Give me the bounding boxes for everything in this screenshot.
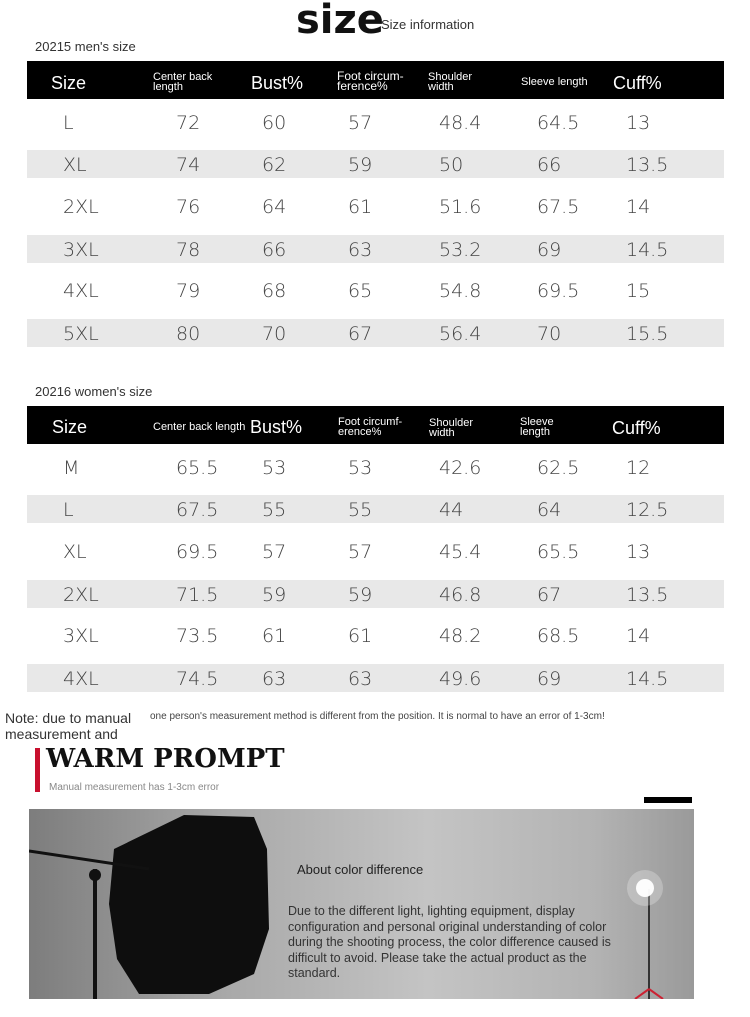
table-cell: 61 xyxy=(262,625,287,647)
men-col-size: Size xyxy=(51,73,87,93)
table-cell: 65.5 xyxy=(176,457,219,479)
note-lead: Note: due to manual measurement and xyxy=(5,710,132,742)
table-cell: 57 xyxy=(348,112,373,134)
men-col-bust: Bust% xyxy=(251,73,304,93)
lamp-halo xyxy=(627,870,663,906)
table-cell: 44 xyxy=(439,499,464,521)
table-cell: 57 xyxy=(262,541,287,563)
table-cell: 14.5 xyxy=(626,239,669,261)
table-cell: 63 xyxy=(348,239,373,261)
page-subtitle: Size information xyxy=(381,17,475,32)
table-cell: 69 xyxy=(537,239,562,261)
table-cell: 72 xyxy=(176,112,201,134)
table-cell: 13.5 xyxy=(626,154,669,176)
table-cell: 74.5 xyxy=(176,668,219,690)
table-cell: 67 xyxy=(348,323,373,345)
table-cell: 80 xyxy=(176,323,201,345)
men-col-cuff: Cuff% xyxy=(613,73,662,93)
table-cell: XL xyxy=(63,541,87,563)
table-cell: 62.5 xyxy=(537,457,580,479)
men-col-center-back: Center back length xyxy=(153,71,213,93)
table-cell: 4XL xyxy=(63,280,99,302)
table-cell: 69.5 xyxy=(176,541,219,563)
table-cell: 64 xyxy=(537,499,562,521)
table-cell: 76 xyxy=(176,196,201,218)
color-difference-title: About color difference xyxy=(297,862,424,877)
table-cell: 53.2 xyxy=(439,239,482,261)
table-cell: 65 xyxy=(348,280,373,302)
table-cell: 63 xyxy=(262,668,287,690)
table-cell: 67.5 xyxy=(176,499,219,521)
table-cell: 56.4 xyxy=(439,323,482,345)
women-section-label: 20216 women's size xyxy=(35,384,153,399)
table-cell: 46.8 xyxy=(439,584,482,606)
table-cell: 68.5 xyxy=(537,625,580,647)
table-row xyxy=(27,276,724,304)
table-cell: 60 xyxy=(262,112,287,134)
table-cell: 12 xyxy=(626,457,651,479)
men-section-label: 20215 men's size xyxy=(35,39,136,54)
women-col-shoulder: Shoulder width xyxy=(429,417,474,439)
warm-prompt-subtitle: Manual measurement has 1-3cm error xyxy=(49,782,220,793)
table-cell: 3XL xyxy=(63,625,99,647)
table-cell: 66 xyxy=(262,239,287,261)
women-col-size: Size xyxy=(52,417,88,437)
table-row xyxy=(27,108,724,136)
table-cell: 69 xyxy=(537,668,562,690)
table-cell: 51.6 xyxy=(439,196,482,218)
women-col-center-back: Center back length xyxy=(153,421,246,433)
warm-prompt-title: WARM PROMPT xyxy=(46,744,285,774)
color-difference-text: Due to the different light, lighting equipment, display configuration and personal original understanding of color during the shooting process, the color difference caused is difficult to avoid. Please take the actual product as the standard. xyxy=(288,904,611,980)
table-cell: 59 xyxy=(348,584,373,606)
table-cell: 48.2 xyxy=(439,625,482,647)
table-cell: 63 xyxy=(348,668,373,690)
table-cell: XL xyxy=(63,154,87,176)
page-title: size xyxy=(296,0,384,43)
women-table-header xyxy=(27,406,724,444)
table-cell: 13 xyxy=(626,541,651,563)
table-cell: 59 xyxy=(262,584,287,606)
table-row xyxy=(27,621,724,649)
table-cell: 66 xyxy=(537,154,562,176)
table-cell: 67 xyxy=(537,584,562,606)
table-row xyxy=(27,580,724,608)
note-rest: one person's measurement method is different from the position. It is normal to have an error of 1-3cm! xyxy=(150,711,605,722)
men-col-foot: Foot circum-ference% xyxy=(337,69,404,93)
table-cell: 70 xyxy=(262,323,287,345)
table-cell: 4XL xyxy=(63,668,99,690)
women-col-sleeve: Sleeve length xyxy=(520,416,554,438)
table-cell: 74 xyxy=(176,154,201,176)
softbox-shape xyxy=(109,815,269,994)
lamp-leg-right xyxy=(649,989,663,999)
table-cell: 2XL xyxy=(63,584,99,606)
table-row xyxy=(27,537,724,565)
table-cell: 54.8 xyxy=(439,280,482,302)
table-cell: 67.5 xyxy=(537,196,580,218)
table-cell: 2XL xyxy=(63,196,99,218)
table-cell: 65.5 xyxy=(537,541,580,563)
table-cell: 48.4 xyxy=(439,112,482,134)
table-cell: 12.5 xyxy=(626,499,669,521)
women-col-bust: Bust% xyxy=(250,417,303,437)
table-row xyxy=(27,235,724,263)
table-row xyxy=(27,150,724,178)
table-cell: 62 xyxy=(262,154,287,176)
table-cell: 71.5 xyxy=(176,584,219,606)
table-cell: 61 xyxy=(348,196,373,218)
table-cell: 45.4 xyxy=(439,541,482,563)
table-cell: L xyxy=(63,499,74,521)
men-table-header xyxy=(27,61,724,99)
table-cell: 57 xyxy=(348,541,373,563)
table-cell: 15.5 xyxy=(626,323,669,345)
table-cell: 15 xyxy=(626,280,651,302)
table-cell: 79 xyxy=(176,280,201,302)
table-cell: 55 xyxy=(348,499,373,521)
table-cell: 5XL xyxy=(63,323,99,345)
table-cell: 78 xyxy=(176,239,201,261)
women-col-cuff: Cuff% xyxy=(612,418,661,438)
table-cell: 3XL xyxy=(63,239,99,261)
men-col-shoulder: Shoulder width xyxy=(428,71,473,93)
table-cell: 53 xyxy=(262,457,287,479)
table-cell: 14 xyxy=(626,196,651,218)
men-col-sleeve: Sleeve length xyxy=(521,76,588,88)
table-cell: M xyxy=(63,457,80,479)
table-cell: 53 xyxy=(348,457,373,479)
table-row xyxy=(27,453,724,481)
table-cell: 55 xyxy=(262,499,287,521)
table-row xyxy=(27,495,724,523)
decorative-dash xyxy=(644,797,692,803)
table-cell: 68 xyxy=(262,280,287,302)
table-cell: 69.5 xyxy=(537,280,580,302)
table-cell: 64.5 xyxy=(537,112,580,134)
table-cell: 73.5 xyxy=(176,625,219,647)
table-cell: 70 xyxy=(537,323,562,345)
table-cell: 50 xyxy=(439,154,464,176)
table-cell: 42.6 xyxy=(439,457,482,479)
table-cell: L xyxy=(63,112,74,134)
table-cell: 14.5 xyxy=(626,668,669,690)
table-cell: 13 xyxy=(626,112,651,134)
table-cell: 13.5 xyxy=(626,584,669,606)
table-cell: 59 xyxy=(348,154,373,176)
table-row xyxy=(27,664,724,692)
table-row xyxy=(27,319,724,347)
table-cell: 61 xyxy=(348,625,373,647)
table-cell: 14 xyxy=(626,625,651,647)
table-row xyxy=(27,192,724,220)
table-cell: 64 xyxy=(262,196,287,218)
stand-knob xyxy=(89,869,101,881)
women-col-foot: Foot circumf-erence% xyxy=(338,416,403,438)
table-cell: 49.6 xyxy=(439,668,482,690)
warm-prompt-accent-bar xyxy=(35,748,40,792)
lamp-leg-left xyxy=(635,989,649,999)
